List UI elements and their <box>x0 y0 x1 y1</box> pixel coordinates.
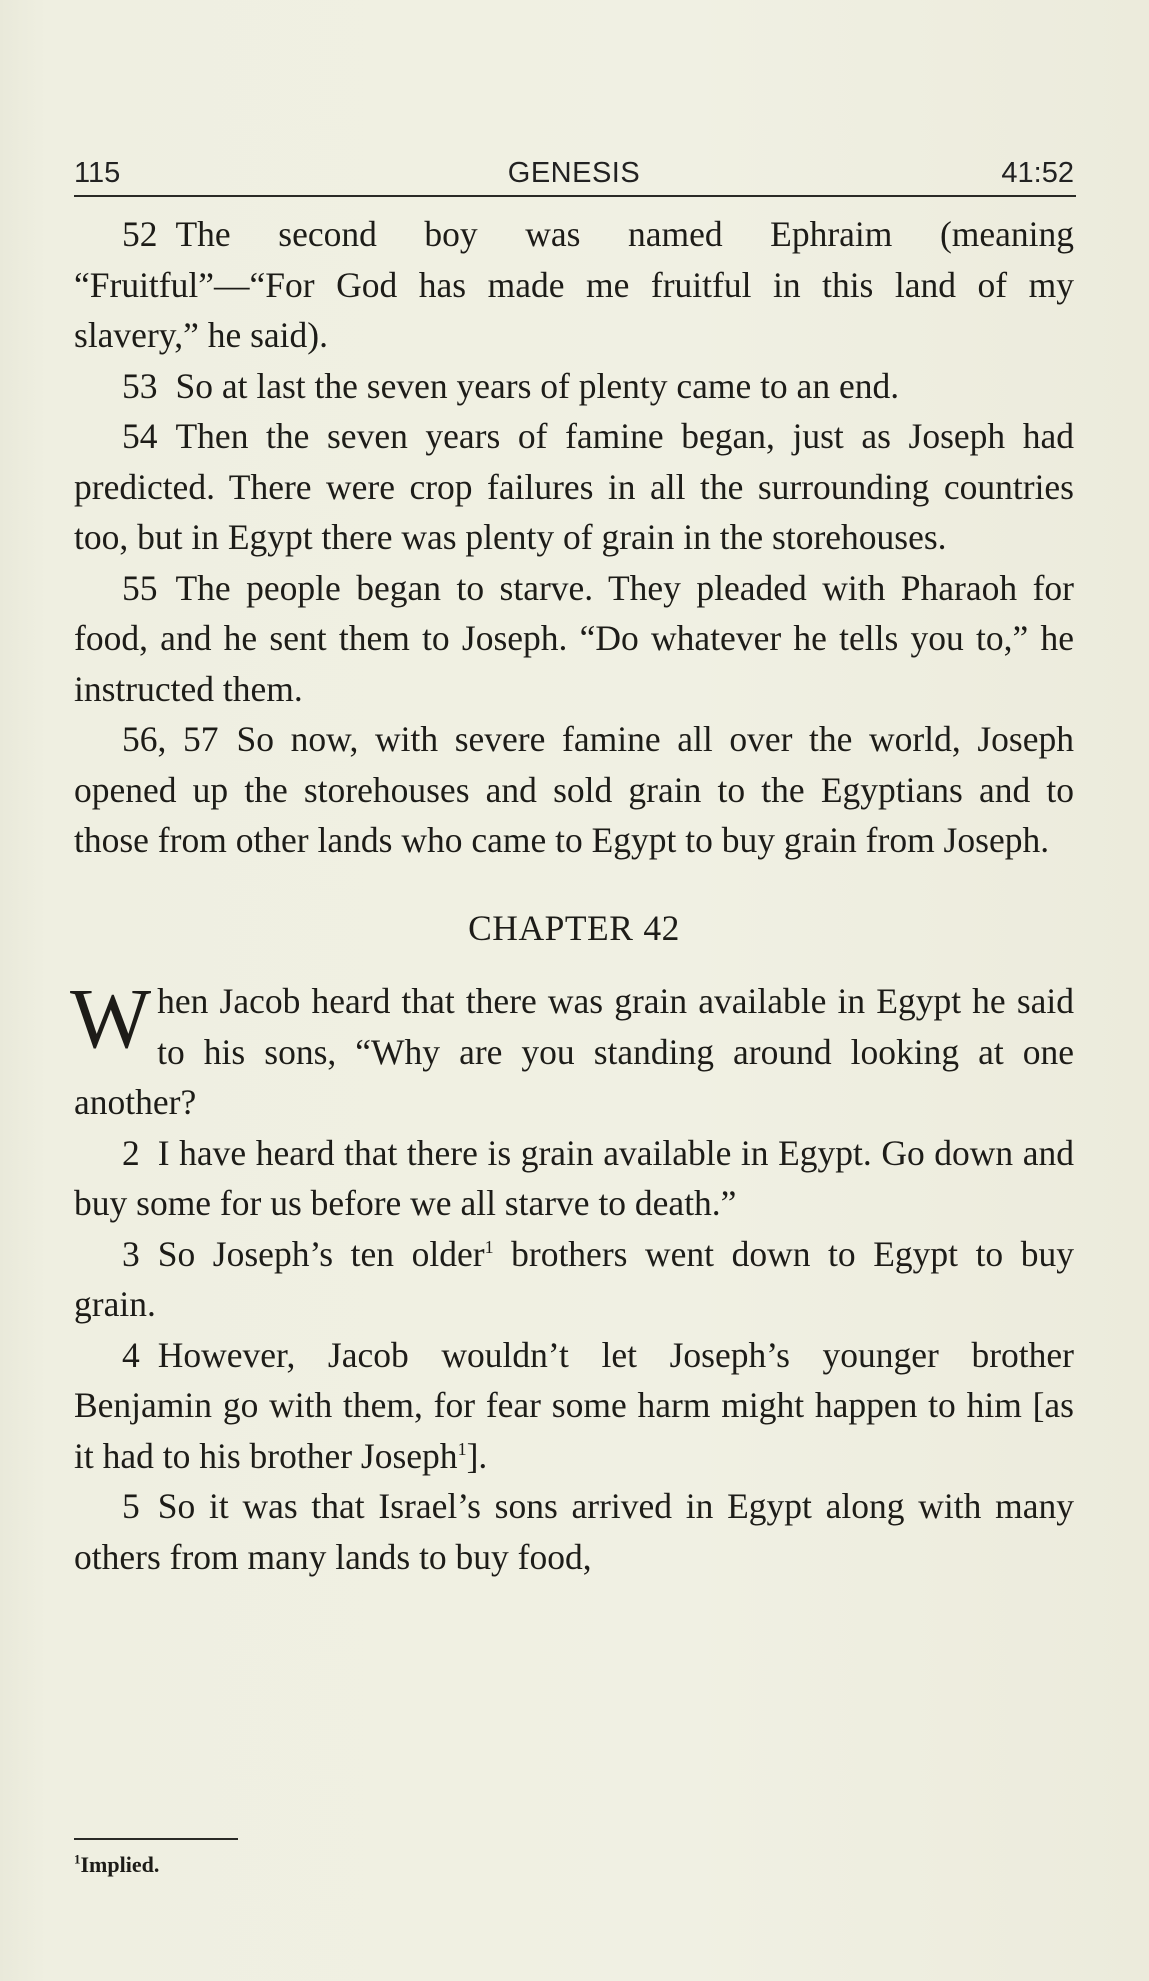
verse-text: The second boy was named Ephraim (meaning “Fruitful”—“For God has made me fruitful in this land of my slavery,” he said). <box>74 214 1074 355</box>
verse-text: ]. <box>466 1435 488 1476</box>
verse-text: brothers went down to Egypt to buy grain. <box>74 1233 1074 1324</box>
verse-paragraph <box>74 1481 1074 1582</box>
running-header <box>74 157 1074 197</box>
verse-text: So at last the seven years of plenty came to an end. <box>175 365 900 406</box>
verse-paragraph <box>74 361 1074 412</box>
verse-number: 55 <box>122 567 158 608</box>
verse-number: 56, 57 <box>122 719 219 759</box>
verse-number: 54 <box>122 416 158 456</box>
footnote-marker: 1 <box>457 1438 467 1459</box>
chapter-heading <box>74 903 1074 954</box>
verse-text: I have heard that there is grain available in Egypt. Go down and buy some for us before we all starve to death.” <box>74 1132 1074 1223</box>
verse-paragraph <box>74 411 1074 563</box>
body-text <box>70 209 1075 1582</box>
verse-text: The people began to starve. They pleaded with Pharaoh for food, and he sent them to Joseph. “Do whatever he tells you to,” he instructed them. <box>74 567 1074 709</box>
header-rule <box>74 195 1076 197</box>
verse-text: hen Jacob heard that there was grain available in Egypt he said to his sons, “Why are you standing around looking at one another? <box>74 981 1074 1122</box>
verse-number: 5 <box>122 1486 140 1526</box>
footnote-number: 1 <box>74 1851 81 1867</box>
verse-number: 53 <box>122 365 158 406</box>
verse-text: So Joseph’s ten older <box>157 1233 485 1274</box>
page-number: 115 <box>74 157 121 189</box>
footnote-rule <box>74 1838 238 1840</box>
verse-paragraph-dropcap <box>70 970 1074 1128</box>
verse-paragraph <box>74 1128 1074 1229</box>
verse-number: 2 <box>122 1132 140 1173</box>
footnote-marker: 1 <box>484 1236 494 1257</box>
verse-paragraph <box>74 563 1074 715</box>
book-title: GENESIS <box>507 157 641 189</box>
footnote <box>74 1851 159 1879</box>
verse-text: Then the seven years of famine began, just as Joseph had predicted. There were crop failures in all the surrounding countries too, but in Egypt there was plenty of grain in the storehouses. <box>74 416 1074 557</box>
verse-number: 52 <box>122 214 158 254</box>
verse-paragraph <box>74 209 1074 361</box>
verse-paragraph <box>74 1229 1074 1330</box>
chapter-number: 42 <box>643 907 680 948</box>
verse-text: So now, with severe famine all over the world, Joseph opened up the storehouses and sold grain to the Egyptians and to those from other lands who came to Egypt to buy grain from Joseph. <box>74 719 1075 860</box>
chapter-verse-reference: 41:52 <box>1001 157 1074 189</box>
verse-paragraph <box>74 1330 1074 1482</box>
verse-text: So it was that Israel’s sons arrived in Egypt along with many others from many lands to buy food, <box>74 1486 1074 1577</box>
verse-number: 4 <box>122 1334 140 1375</box>
verse-paragraph <box>74 714 1074 866</box>
verse-text: However, Jacob wouldn’t let Joseph’s younger brother Benjamin go with them, for fear some harm might happen to him [as it had to his brother Joseph <box>74 1334 1074 1476</box>
verse-number: 3 <box>122 1233 140 1274</box>
footnote-text: Implied. <box>80 1852 160 1877</box>
chapter-label: CHAPTER <box>468 907 634 948</box>
drop-cap: W <box>70 970 152 1066</box>
